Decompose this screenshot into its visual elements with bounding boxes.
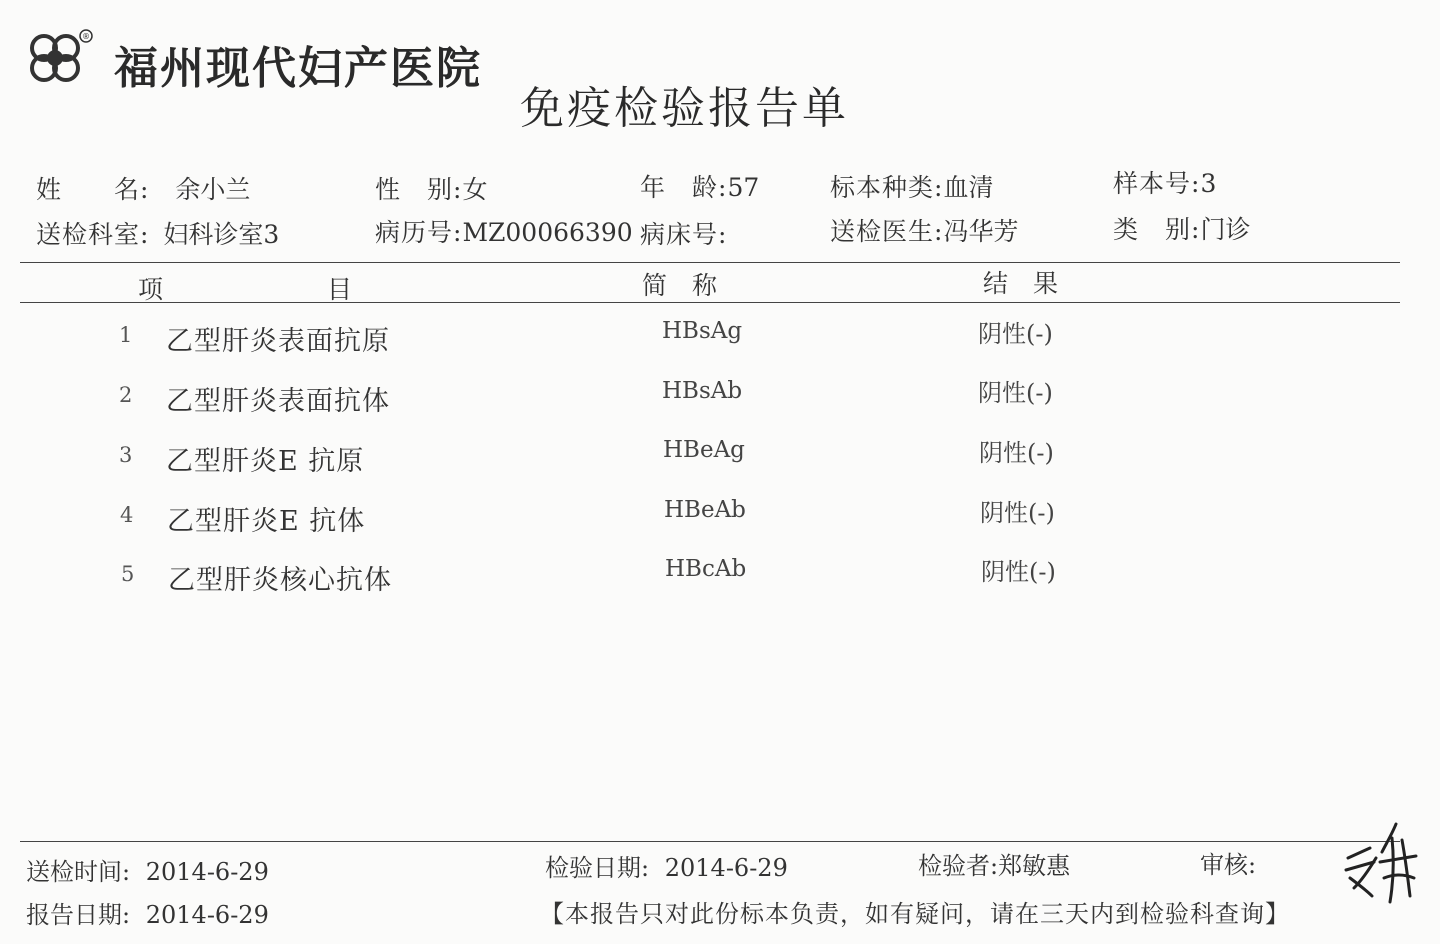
- report-title: 免疫检验报告单: [520, 83, 849, 134]
- patient-name-value: 余小兰: [175, 175, 251, 204]
- hospital-name: 福州现代妇产医院: [114, 43, 482, 94]
- row-item: 乙型肝炎E 抗原: [166, 446, 365, 477]
- patient-sex-label: 性 别:: [375, 175, 463, 204]
- footer-rule: [20, 841, 1400, 842]
- specimen-type-label: 标本种类:: [830, 173, 944, 202]
- patient-name-label: 姓 名:: [36, 175, 150, 204]
- table-header-rule: [20, 302, 1400, 303]
- patient-age-label: 年 龄:: [640, 173, 728, 202]
- patient-sex-field: [375, 170, 487, 206]
- disclaimer-notice: 【本报告只对此份标本负责，如有疑问，请在三天内到检验科查询】: [540, 900, 1290, 928]
- row-result: 阴性(-): [978, 320, 1053, 348]
- row-abbr: HBcAb: [665, 556, 747, 582]
- specimen-type-value: 血清: [943, 173, 994, 202]
- row-result: 阴性(-): [978, 379, 1053, 407]
- test-date-label: 检验日期:: [545, 854, 650, 882]
- row-item: 乙型肝炎表面抗原: [166, 326, 390, 357]
- row-item: 乙型肝炎E 抗体: [167, 506, 366, 537]
- test-date-value: 2014-6-29: [664, 854, 788, 882]
- submit-time-label: 送检时间:: [26, 858, 131, 886]
- record-no-field: [375, 213, 633, 249]
- bed-no-label: 病床号:: [640, 220, 728, 249]
- row-abbr: HBsAb: [662, 378, 743, 404]
- header-item-b: 目: [327, 275, 353, 304]
- row-item: 乙型肝炎核心抗体: [168, 565, 392, 596]
- tester-label: 检验者:: [918, 852, 999, 880]
- row-abbr: HBsAg: [662, 318, 743, 344]
- category-label: 类 别:: [1113, 215, 1201, 244]
- row-result: 阴性(-): [979, 439, 1054, 467]
- sample-no-label: 样本号:: [1113, 169, 1201, 198]
- registered-mark: ®: [82, 32, 90, 41]
- report-date-value: 2014-6-29: [145, 901, 269, 929]
- report-date-field: [26, 895, 269, 930]
- reviewer-label: 审核:: [1200, 851, 1257, 879]
- test-date-field: [545, 848, 788, 883]
- submit-time-field: [26, 852, 269, 887]
- row-index: 5: [121, 562, 135, 586]
- row-index: 1: [119, 323, 133, 347]
- record-no-value: MZ00066390: [462, 218, 633, 247]
- hospital-logo: [22, 24, 482, 94]
- specimen-type-field: [830, 168, 993, 204]
- category-field: [1113, 210, 1250, 246]
- sample-no-value: 3: [1200, 169, 1217, 198]
- doctor-value: 冯华芳: [943, 217, 1019, 246]
- patient-sex-value: 女: [462, 175, 488, 204]
- department-label: 送检科室:: [36, 220, 150, 249]
- row-index: 3: [119, 443, 133, 467]
- header-result: 结 果: [983, 269, 1059, 298]
- tester-value: 郑敏惠: [998, 852, 1071, 880]
- patient-age-field: [640, 168, 759, 204]
- submit-time-value: 2014-6-29: [145, 858, 269, 886]
- tester-field: [918, 846, 1070, 881]
- bed-no-field: [640, 215, 727, 251]
- patient-name-field: [36, 170, 250, 206]
- report-date-label: 报告日期:: [26, 901, 131, 929]
- doctor-label: 送检医生:: [830, 217, 944, 246]
- doctor-field: [830, 212, 1018, 248]
- category-value: 门诊: [1200, 215, 1251, 244]
- row-item: 乙型肝炎表面抗体: [166, 386, 390, 417]
- row-abbr: HBeAg: [663, 437, 745, 463]
- row-result: 阴性(-): [980, 499, 1055, 527]
- table-top-rule: [20, 262, 1400, 263]
- row-index: 2: [119, 383, 133, 407]
- patient-age-value: 57: [727, 173, 760, 202]
- row-result: 阴性(-): [981, 558, 1056, 586]
- hospital-logo-icon: [22, 28, 96, 88]
- reviewer-field: [1200, 845, 1256, 880]
- sample-no-field: [1113, 164, 1216, 200]
- record-no-label: 病历号:: [375, 218, 463, 247]
- department-value: 妇科诊室3: [163, 220, 280, 249]
- header-item-a: 项: [138, 275, 164, 304]
- row-index: 4: [120, 503, 134, 527]
- header-abbr: 简 称: [642, 271, 718, 300]
- row-abbr: HBeAb: [664, 497, 746, 523]
- handwritten-signature: [1340, 818, 1420, 908]
- department-field: [36, 215, 279, 251]
